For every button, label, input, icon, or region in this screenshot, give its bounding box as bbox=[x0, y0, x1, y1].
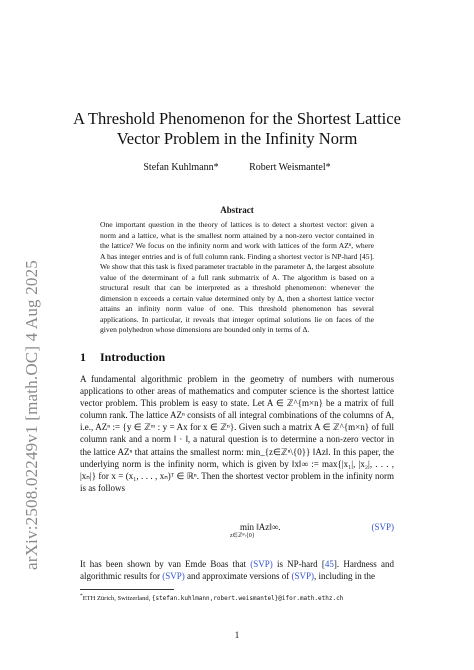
section-title: Introduction bbox=[100, 350, 166, 364]
citation-link[interactable]: 45 bbox=[324, 559, 334, 569]
equation-expression: min ‖Az‖∞. bbox=[240, 522, 281, 532]
paragraph-text: It has been shown by van Emde Boas that (SVP) is NP-hard [45]. Hardness and algorithmic results for (SVP) and approximate versions of (SVP), including in the bbox=[80, 559, 395, 582]
arxiv-stamp bbox=[0, 180, 44, 580]
page-number: 1 bbox=[234, 630, 240, 640]
footnote bbox=[80, 592, 394, 603]
author-name: Robert Weismantel* bbox=[249, 162, 331, 173]
introduction-text: A fundamental algorithmic problem in the geometry of numbers with numerous applications to other areas of mathematics and computer science is the shortest lattice vector problem. This problem is easy to state. Let A ∈ ℤ^{m×n} be a matrix of full column rank. The lattice AZⁿ consists of all integral combinations of the columns of A, i.e., AZⁿ := {y ∈ ℤᵐ : y = Ax for x ∈ ℤⁿ}. Given such a matrix A ∈ ℤ^{m×n} of full column rank and a norm ‖ · ‖, a natural question is to determine a non-zero vector in the lattice AZⁿ that attains the smallest norm: min_{z∈ℤⁿ\{0}} ‖Az‖. In this paper, the underlying norm is the infinity norm, which is given by ‖x‖∞ := max{|x₁|, |x₂|, . . . , |xₙ|} for x = (x₁, . . . , xₙ)ᵀ ∈ ℝⁿ. Then the shortest vector problem in the infinity norm is as follows bbox=[80, 374, 394, 493]
section-number: 1 bbox=[80, 350, 86, 364]
arxiv-identifier: arXiv:2508.02249v1 [math.OC] 4 Aug 2025 bbox=[22, 260, 41, 570]
section-heading bbox=[80, 350, 165, 365]
author-list bbox=[60, 162, 414, 173]
footnote-affiliation: ETH Zürich, Switzerland, bbox=[82, 595, 152, 603]
footnote-marker: * bbox=[80, 593, 83, 599]
equation-subscript: z∈ℤⁿ\{0} bbox=[230, 533, 255, 539]
abstract-heading: Abstract bbox=[220, 205, 254, 215]
equation-tag[interactable]: (SVP) bbox=[371, 522, 394, 532]
display-equation bbox=[80, 520, 394, 546]
svp-link[interactable]: (SVP) bbox=[162, 571, 185, 582]
footnote-emails: {stefan.kuhlmann,robert.weismantel}@ifor.math.ethz.ch bbox=[151, 595, 344, 603]
paper-title: A Threshold Phenomenon for the Shortest Lattice Vector Problem in the Infinity Norm bbox=[73, 109, 401, 148]
svp-link[interactable]: (SVP) bbox=[291, 571, 314, 582]
footnote-divider bbox=[80, 589, 174, 590]
author-name: Stefan Kuhlmann* bbox=[143, 162, 219, 173]
abstract-text: One important question in the theory of lattices is to detect a shortest vector: given a norm and a lattice, what is the smallest norm attained by a non-zero vector contained in the lattice? We focus on the infinity norm and work with lattices of the form AZⁿ, where A has integer entries and is of full column rank. Finding a shortest vector is NP-hard [45]. We show that this task is fixed parameter tractable in the parameter Δ, the largest absolute value of the determinant of a full rank submatrix of A. The algorithm is based on a structural result that can be interpreted as a threshold phenomenon: whenever the dimension n exceeds a certain value determined only by Δ, then a shortest lattice vector attains an infinity norm value of one. This threshold phenomenon has several applications. In particular, it reveals that integer optimal solutions lie on faces of the given polyhedron whose dimensions are bounded only in terms of Δ. bbox=[100, 220, 374, 334]
svp-link[interactable]: (SVP) bbox=[250, 559, 273, 569]
